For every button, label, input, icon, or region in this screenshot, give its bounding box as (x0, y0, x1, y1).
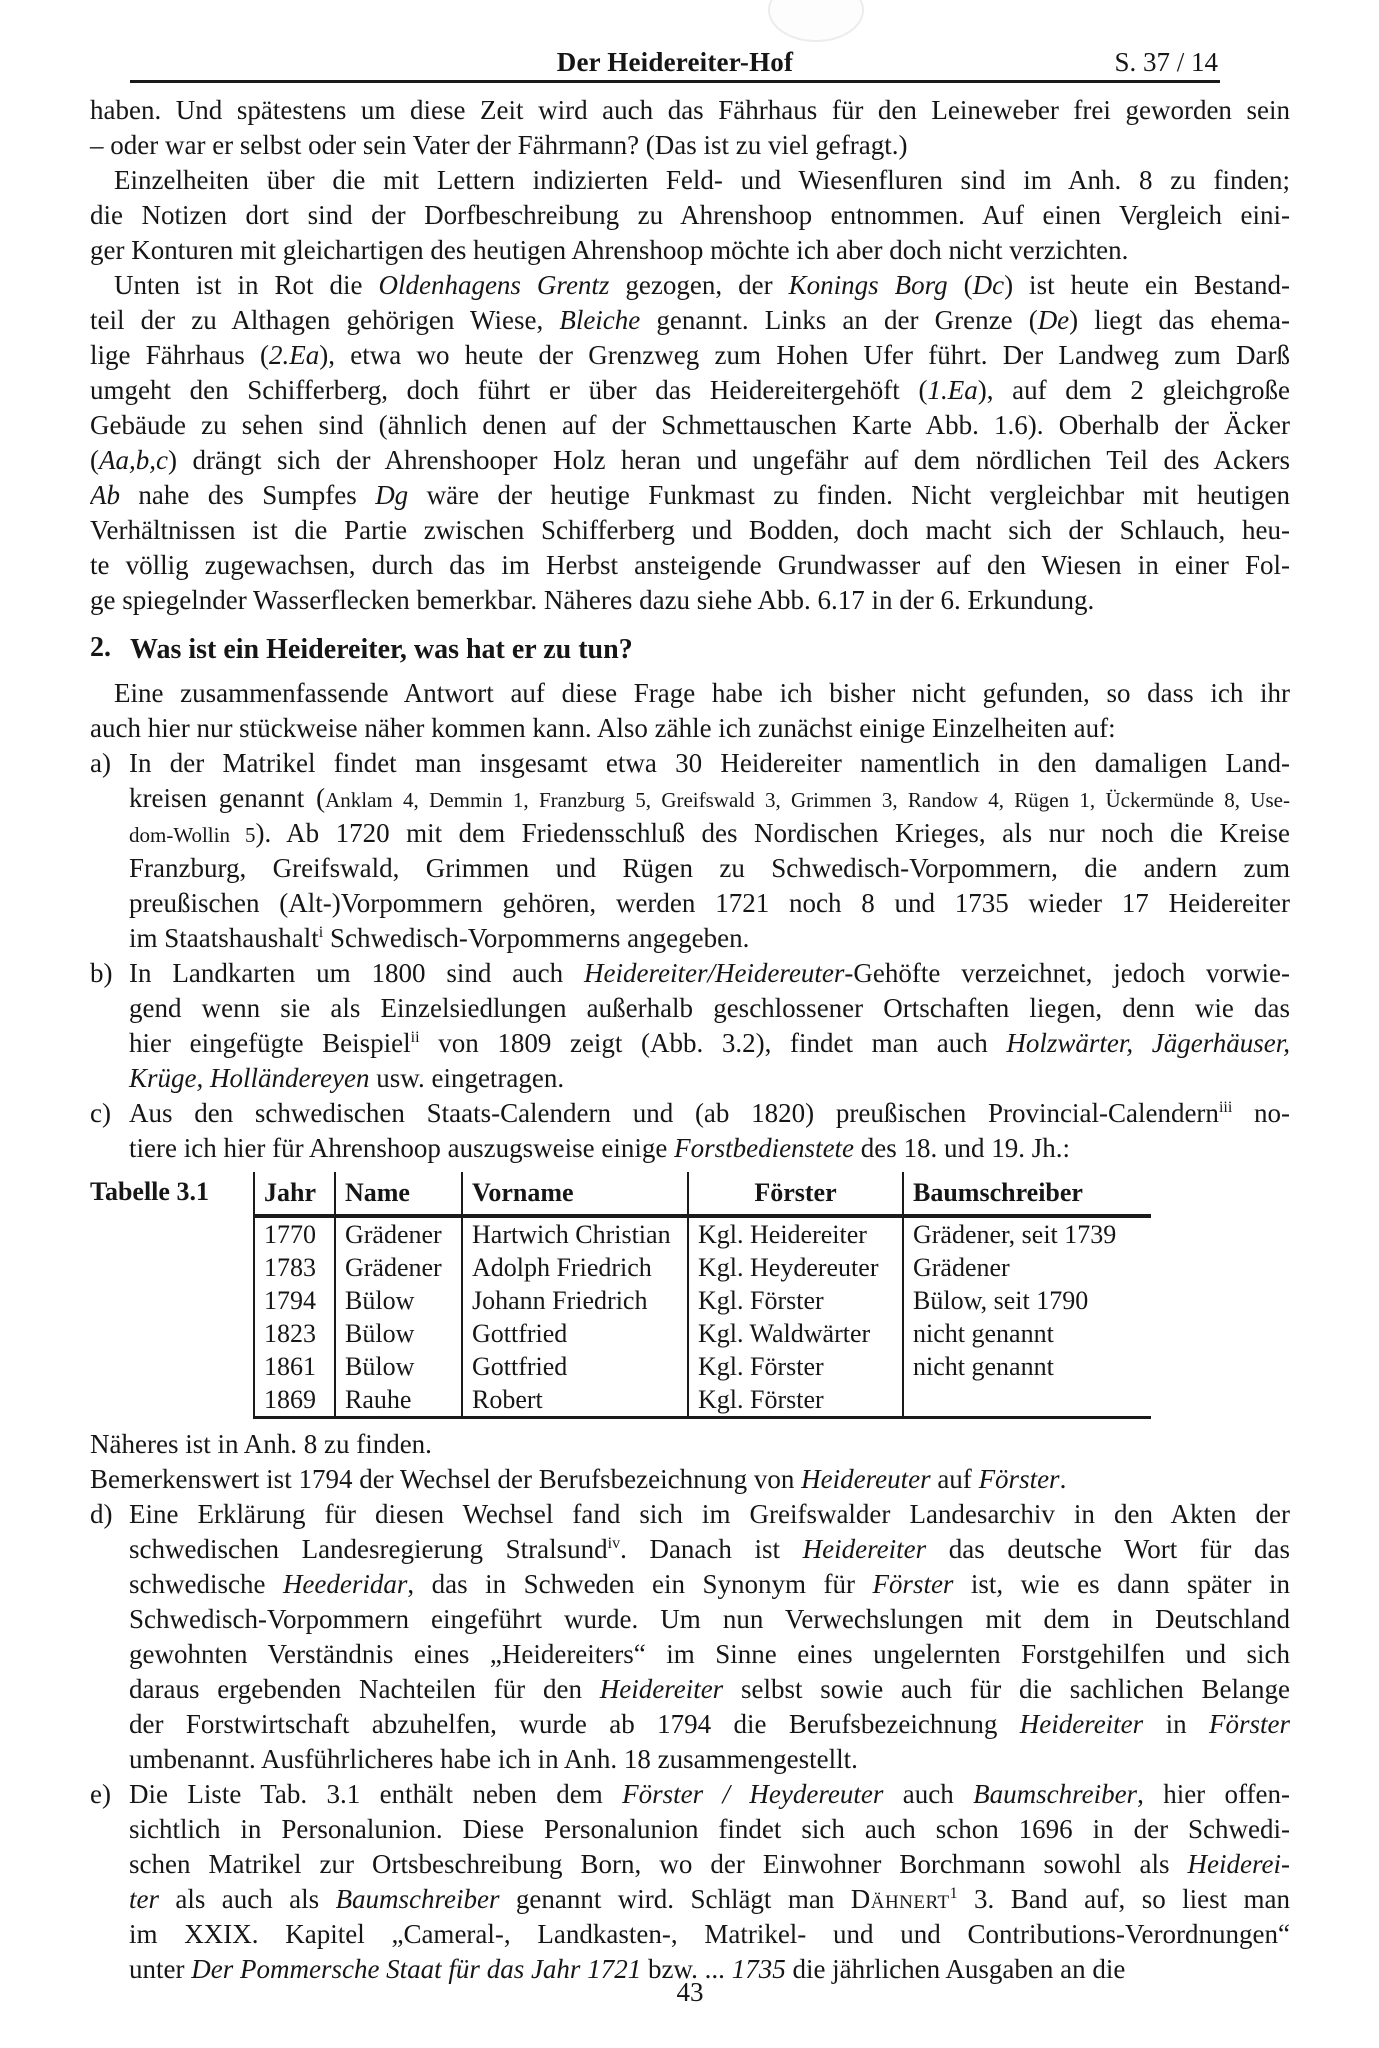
text-segment: Eine zusammenfassende Antwort auf diese Frage habe ich bisher nicht gefunden, so dass ich ihr (114, 678, 1290, 708)
text-segment: Was ist ein Heidereiter, was hat er zu tun? (130, 634, 633, 665)
text-segment: Aa,b,c (99, 445, 168, 475)
footnote-marker: ii (410, 1029, 420, 1046)
text-segment: 1.Ea (927, 375, 978, 405)
table-cell: Bülow, seit 1790 (903, 1284, 1151, 1317)
text-segment: im XXIX. Kapitel „Cameral-, Landkasten-, Matrikel- und und Contributions-Verordnungen“ (129, 1919, 1290, 1949)
table-cell: Grädener (335, 1216, 462, 1251)
text-segment: ger Konturen mit gleichartigen des heutigen Ahrenshoop möchte ich aber doch nicht verzichten. (90, 235, 1129, 265)
text-line (90, 1427, 1290, 1462)
text-segment: Baumschreiber (335, 1884, 500, 1914)
footnote-marker: iv (607, 1535, 621, 1552)
text-segment: in (1143, 1709, 1209, 1739)
list-item-body (129, 1096, 1290, 1166)
text-segment: Unten ist in Rot die (114, 270, 379, 300)
text-segment: ter (129, 1884, 159, 1914)
footnote-marker: i (318, 924, 324, 941)
text-segment: Förster (872, 1569, 954, 1599)
list-item (90, 1096, 1290, 1166)
text-line (90, 163, 1290, 198)
table-cell: nicht genannt (903, 1317, 1151, 1350)
text-segment: gezogen, der (609, 270, 789, 300)
paragraph (90, 268, 1290, 618)
table-row (254, 1216, 1151, 1251)
section-heading (90, 632, 1290, 668)
text-segment: lige Fährhaus ( (90, 340, 270, 370)
table-cell: Grädener (335, 1251, 462, 1284)
paragraph (90, 163, 1290, 268)
table-row (254, 1317, 1151, 1350)
list-item-body (129, 1777, 1290, 1987)
list-item-label: d) (90, 1499, 113, 1529)
text-segment: , das in Schweden ein Synonym für (407, 1569, 873, 1599)
text-segment: Dähnert (850, 1884, 950, 1914)
text-line (90, 711, 1290, 746)
text-segment: Holzwärter, Jägerhäuser, (1006, 1028, 1290, 1058)
table-row (254, 1251, 1151, 1284)
paragraph (90, 93, 1290, 163)
text-segment: bzw. ... (641, 1954, 732, 1984)
text-line (90, 583, 1290, 618)
table-cell: 1770 (254, 1216, 335, 1251)
text-segment: Näheres ist in Anh. 8 zu finden. (90, 1429, 432, 1459)
list-item (90, 746, 1290, 956)
text-line (90, 128, 1290, 163)
text-segment: gend wenn sie als Einzelsiedlungen außerhalb geschlossener Ortschaften liegen, denn wie das (129, 993, 1290, 1023)
text-segment: Heidereiter (599, 1674, 724, 1704)
list-item-label: e) (90, 1779, 111, 1809)
text-line (129, 1917, 1290, 1952)
page-header (130, 46, 1220, 83)
list-item-label: a) (90, 748, 111, 778)
text-segment: dom-Wollin 5 (129, 823, 256, 847)
list-item-body (129, 956, 1290, 1096)
text-line (129, 886, 1290, 921)
table-cell: Grädener, seit 1739 (903, 1216, 1151, 1251)
paragraph (90, 676, 1290, 746)
table-cell: Gottfried (462, 1350, 688, 1383)
text-segment: preußischen (Alt-)Vorpommern gehören, werden 1721 noch 8 und 1735 wieder 17 Heidereiter (129, 888, 1290, 918)
text-line (90, 93, 1290, 128)
page-number: 43 (676, 1977, 704, 2007)
column-header: Vorname (462, 1172, 688, 1216)
list-item (90, 1777, 1290, 1987)
text-segment: Heidereiter/Heidereuter (584, 958, 845, 988)
text-segment: Franzburg, Greifswald, Grimmen und Rügen zu Schwedisch-Vorpommern, die andern zum (129, 853, 1290, 883)
section-number: 2. (90, 632, 111, 663)
list-item-body (129, 1497, 1290, 1777)
text-segment: usw. eingetragen. (369, 1063, 565, 1093)
text-line (129, 921, 1290, 956)
section-heading-text (130, 632, 633, 668)
text-segment: Der Pommersche Staat für das Jahr 1721 (191, 1954, 642, 1984)
paragraph (90, 1462, 1290, 1497)
text-line (90, 478, 1290, 513)
text-line (90, 268, 1290, 303)
table-cell: Kgl. Förster (688, 1383, 903, 1418)
table-cell: Kgl. Heidereiter (688, 1216, 903, 1251)
text-line (129, 816, 1290, 851)
text-line (90, 198, 1290, 233)
table-cell: Grädener (903, 1251, 1151, 1284)
text-segment: die jährlichen Ausgaben an die (785, 1954, 1126, 1984)
text-segment: ( (90, 445, 99, 475)
column-header: Baumschreiber (903, 1172, 1151, 1216)
text-segment: wäre der heutige Funkmast zu finden. Nicht vergleichbar mit heutigen (408, 480, 1290, 510)
table-cell: nicht genannt (903, 1350, 1151, 1383)
text-line (90, 513, 1290, 548)
table-header-row (254, 1172, 1151, 1216)
text-segment: auch (883, 1779, 974, 1809)
text-segment: ) liegt das ehema- (1069, 305, 1290, 335)
footnote-marker: 1 (949, 1885, 958, 1902)
column-header: Jahr (254, 1172, 335, 1216)
text-segment: ). Ab 1720 mit dem Friedensschluß des Nordischen Krieges, als nur noch die Kreise (255, 818, 1290, 848)
table-cell: 1861 (254, 1350, 335, 1383)
text-segment: Förster (978, 1464, 1060, 1494)
text-segment: schwedische (129, 1569, 283, 1599)
table-cell: Rauhe (335, 1383, 462, 1418)
text-line (90, 233, 1290, 268)
text-line (129, 1812, 1290, 1847)
text-line (129, 1742, 1290, 1777)
text-segment: Eine Erklärung für diesen Wechsel fand sich im Greifswalder Landesarchiv in den Akten der (129, 1499, 1290, 1529)
text-segment: tiere ich hier für Ahrenshoop auszugsweise einige (129, 1133, 675, 1163)
text-line (129, 1131, 1290, 1166)
list-item-body (129, 746, 1290, 956)
text-line (129, 991, 1290, 1026)
text-segment: Dg (375, 480, 409, 510)
text-line (129, 1096, 1290, 1131)
data-table (253, 1172, 1151, 1419)
text-line (90, 548, 1290, 583)
text-segment: genannt. Links an der Grenze ( (640, 305, 1038, 335)
text-segment: – oder war er selbst oder sein Vater der Fährmann? (Das ist zu viel gefragt.) (90, 130, 908, 160)
text-segment: In der Matrikel findet man insgesamt etwa 30 Heidereiter namentlich in den damaligen Land- (129, 748, 1290, 778)
text-line (129, 1707, 1290, 1742)
text-segment: Krüge, Holländereyen (129, 1063, 370, 1093)
table-cell: Bülow (335, 1284, 462, 1317)
text-segment: des 18. und 19. Jh.: (854, 1133, 1071, 1163)
text-line (129, 781, 1290, 816)
column-header: Name (335, 1172, 462, 1216)
text-line (90, 338, 1290, 373)
text-line (129, 746, 1290, 781)
text-segment: genannt wird. Schlägt man (499, 1884, 851, 1914)
table-cell: Kgl. Waldwärter (688, 1317, 903, 1350)
table-cell: Adolph Friedrich (462, 1251, 688, 1284)
table-cell: 1869 (254, 1383, 335, 1418)
page-reference: S. 37 / 14 (1114, 47, 1218, 77)
text-segment: Schwedisch-Vorpommerns angegeben. (323, 923, 750, 953)
text-segment: Oldenhagens Grentz (378, 270, 610, 300)
text-segment: 3. Band auf, so liest man (957, 1884, 1290, 1914)
list-item (90, 1497, 1290, 1777)
text-segment: Anklam 4, Demmin 1, Franzburg 5, Greifswald 3, Grimmen 3, Randow 4, Rügen 1, Ückermünde 8, Use- (325, 788, 1290, 812)
text-segment: ge spiegelnder Wasserflecken bemerkbar. Näheres dazu siehe Abb. 6.17 in der 6. Erkundung. (90, 585, 1095, 615)
text-segment: Förster / Heydereuter (622, 1779, 884, 1809)
text-segment: Heederidar (282, 1569, 408, 1599)
text-segment: im Staatshaushalt (129, 923, 319, 953)
text-segment: ) ist heute ein Bestand- (1004, 270, 1290, 300)
text-line (129, 1497, 1290, 1532)
text-segment: auch hier nur stückweise näher kommen kann. Also zähle ich zunächst einige Einzelheiten auf: (90, 713, 1116, 743)
text-line (129, 1672, 1290, 1707)
text-segment: In Landkarten um 1800 sind auch (129, 958, 584, 988)
table-cell: Kgl. Förster (688, 1284, 903, 1317)
text-line (129, 1882, 1290, 1917)
text-segment: sichtlich in Personalunion. Diese Personalunion findet sich auch schon 1696 in der Schwedi- (129, 1814, 1290, 1844)
text-segment: schwedischen Landesregierung Stralsund (129, 1534, 608, 1564)
text-segment: Heidereiter (1019, 1709, 1144, 1739)
table-section (90, 1172, 1290, 1419)
text-line (129, 1026, 1290, 1061)
text-segment: ( (947, 270, 973, 300)
text-segment: 1735 (731, 1954, 786, 1984)
text-segment: haben. Und spätestens um diese Zeit wird auch das Fährhaus für den Leineweber frei geworden sein (90, 95, 1290, 125)
document-body (90, 93, 1290, 1987)
table-cell: Hartwich Christian (462, 1216, 688, 1251)
text-segment: no- (1232, 1098, 1290, 1128)
text-segment: Förster (1208, 1709, 1290, 1739)
text-segment: Einzelheiten über die mit Lettern indizierten Feld- und Wiesenfluren sind im Anh. 8 zu finden; (114, 165, 1290, 195)
text-line (90, 303, 1290, 338)
text-segment: Schwedisch-Vorpommern eingeführt wurde. Um nun Verwechslungen mit dem in Deutschland (129, 1604, 1290, 1634)
table-cell: 1823 (254, 1317, 335, 1350)
text-segment: hier eingefügte Beispiel (129, 1028, 411, 1058)
list-item-label: b) (90, 958, 113, 988)
text-segment: gewohnten Verständnis eines „Heidereiters“ im Sinne eines ungelernten Forstgehilfen und sich (129, 1639, 1290, 1669)
text-segment: ) drängt sich der Ahrenshooper Holz heran und ungefähr auf dem nördlichen Teil des Ackers (167, 445, 1290, 475)
text-segment: nahe des Sumpfes (120, 480, 376, 510)
text-line (129, 1847, 1290, 1882)
table-cell: Johann Friedrich (462, 1284, 688, 1317)
table-caption: Tabelle 3.1 (90, 1177, 209, 1206)
text-segment: das deutsche Wort für das (926, 1534, 1290, 1564)
text-segment: , hier offen- (1137, 1779, 1290, 1809)
list-item (90, 956, 1290, 1096)
text-line (129, 956, 1290, 991)
text-segment: Heidereiter (802, 1534, 927, 1564)
text-segment: Heidereuter (801, 1464, 931, 1494)
text-line (129, 1567, 1290, 1602)
text-line (90, 408, 1290, 443)
table-cell: 1794 (254, 1284, 335, 1317)
page-title: Der Heidereiter-Hof (556, 47, 794, 77)
text-segment: daraus ergebenden Nachteilen für den (129, 1674, 600, 1704)
text-segment: kreisen genannt ( (129, 783, 326, 813)
text-segment: die Notizen dort sind der Dorfbeschreibung zu Ahrenshoop entnommen. Auf einen Vergleich eini- (90, 200, 1290, 230)
text-segment: Forstbedienstete (674, 1133, 855, 1163)
text-segment: ), auf dem 2 gleichgroße (977, 375, 1290, 405)
text-segment: Aus den schwedischen Staats-Calendern und (ab 1820) preußischen Provincial-Calendern (129, 1098, 1219, 1128)
text-segment: umbenannt. Ausführlicheres habe ich in Anh. 18 zusammengestellt. (129, 1744, 858, 1774)
text-line (129, 1532, 1290, 1567)
text-segment: Konings Borg (788, 270, 948, 300)
text-segment: der Forstwirtschaft abzuhelfen, wurde ab 1794 die Berufsbezeichnung (129, 1709, 1020, 1739)
text-line (129, 1061, 1290, 1096)
text-segment: selbst sowie auch für die sachlichen Belange (723, 1674, 1290, 1704)
text-segment: schen Matrikel zur Ortsbeschreibung Born, wo der Einwohner Borchmann sowohl als (129, 1849, 1188, 1879)
table-cell: Bülow (335, 1317, 462, 1350)
text-segment: auf (930, 1464, 979, 1494)
text-segment: umgeht den Schifferberg, doch führt er über das Heidereitergehöft ( (90, 375, 928, 405)
paragraph (90, 1427, 1290, 1462)
text-segment: unter (129, 1954, 192, 1984)
text-segment: ), etwa wo heute der Grenzweg zum Hohen Ufer führt. Der Landweg zum Darß (319, 340, 1290, 370)
text-segment: teil der zu Althagen gehörigen Wiese, (90, 305, 560, 335)
table-cell: Kgl. Förster (688, 1350, 903, 1383)
text-segment: . Danach ist (620, 1534, 803, 1564)
text-line (90, 676, 1290, 711)
text-segment: Baumschreiber (973, 1779, 1138, 1809)
text-segment: von 1809 zeigt (Abb. 3.2), findet man auch (419, 1028, 1007, 1058)
text-line (130, 632, 633, 668)
column-header: Förster (688, 1172, 903, 1216)
table-cell: Kgl. Heydereuter (688, 1251, 903, 1284)
text-line (90, 1462, 1290, 1497)
text-segment: ist, wie es dann später in (953, 1569, 1290, 1599)
text-segment: Bleiche (559, 305, 641, 335)
text-line (129, 1602, 1290, 1637)
list-item-label: c) (90, 1098, 111, 1128)
text-segment: Die Liste Tab. 3.1 enthält neben dem (129, 1779, 623, 1809)
table-cell: 1783 (254, 1251, 335, 1284)
text-line (129, 1777, 1290, 1812)
table-row (254, 1284, 1151, 1317)
table-row (254, 1383, 1151, 1418)
text-segment: . (1059, 1464, 1067, 1494)
table-cell: Bülow (335, 1350, 462, 1383)
table-cell: Robert (462, 1383, 688, 1418)
text-line (90, 443, 1290, 478)
table-row (254, 1350, 1151, 1383)
table-cell: Gottfried (462, 1317, 688, 1350)
text-segment: als auch als (159, 1884, 336, 1914)
text-segment: Gebäude zu sehen sind (ähnlich denen auf der Schmettauschen Karte Abb. 1.6). Oberhalb der Äcker (90, 410, 1290, 440)
footnote-marker: iii (1218, 1099, 1233, 1116)
text-segment: Dc (972, 270, 1005, 300)
text-segment: Bemerkenswert ist 1794 der Wechsel der Berufsbezeichnung von (90, 1464, 802, 1494)
text-segment: De (1037, 305, 1070, 335)
table-head (254, 1172, 1151, 1216)
text-line (90, 373, 1290, 408)
table-body (254, 1216, 1151, 1418)
text-segment: 2.Ea (269, 340, 320, 370)
text-line (129, 1637, 1290, 1672)
table-cell (903, 1383, 1151, 1418)
text-segment: Heiderei- (1187, 1849, 1290, 1879)
text-segment: Verhältnissen ist die Partie zwischen Schifferberg und Bodden, doch macht sich der Schlauch, heu- (90, 515, 1290, 545)
text-line (129, 851, 1290, 886)
text-segment: te völlig zugewachsen, durch das im Herbst ansteigende Grundwasser auf den Wiesen in einer Fol- (90, 550, 1290, 580)
text-segment: -Gehöfte verzeichnet, jedoch vorwie- (844, 958, 1290, 988)
text-segment: Ab (90, 480, 120, 510)
